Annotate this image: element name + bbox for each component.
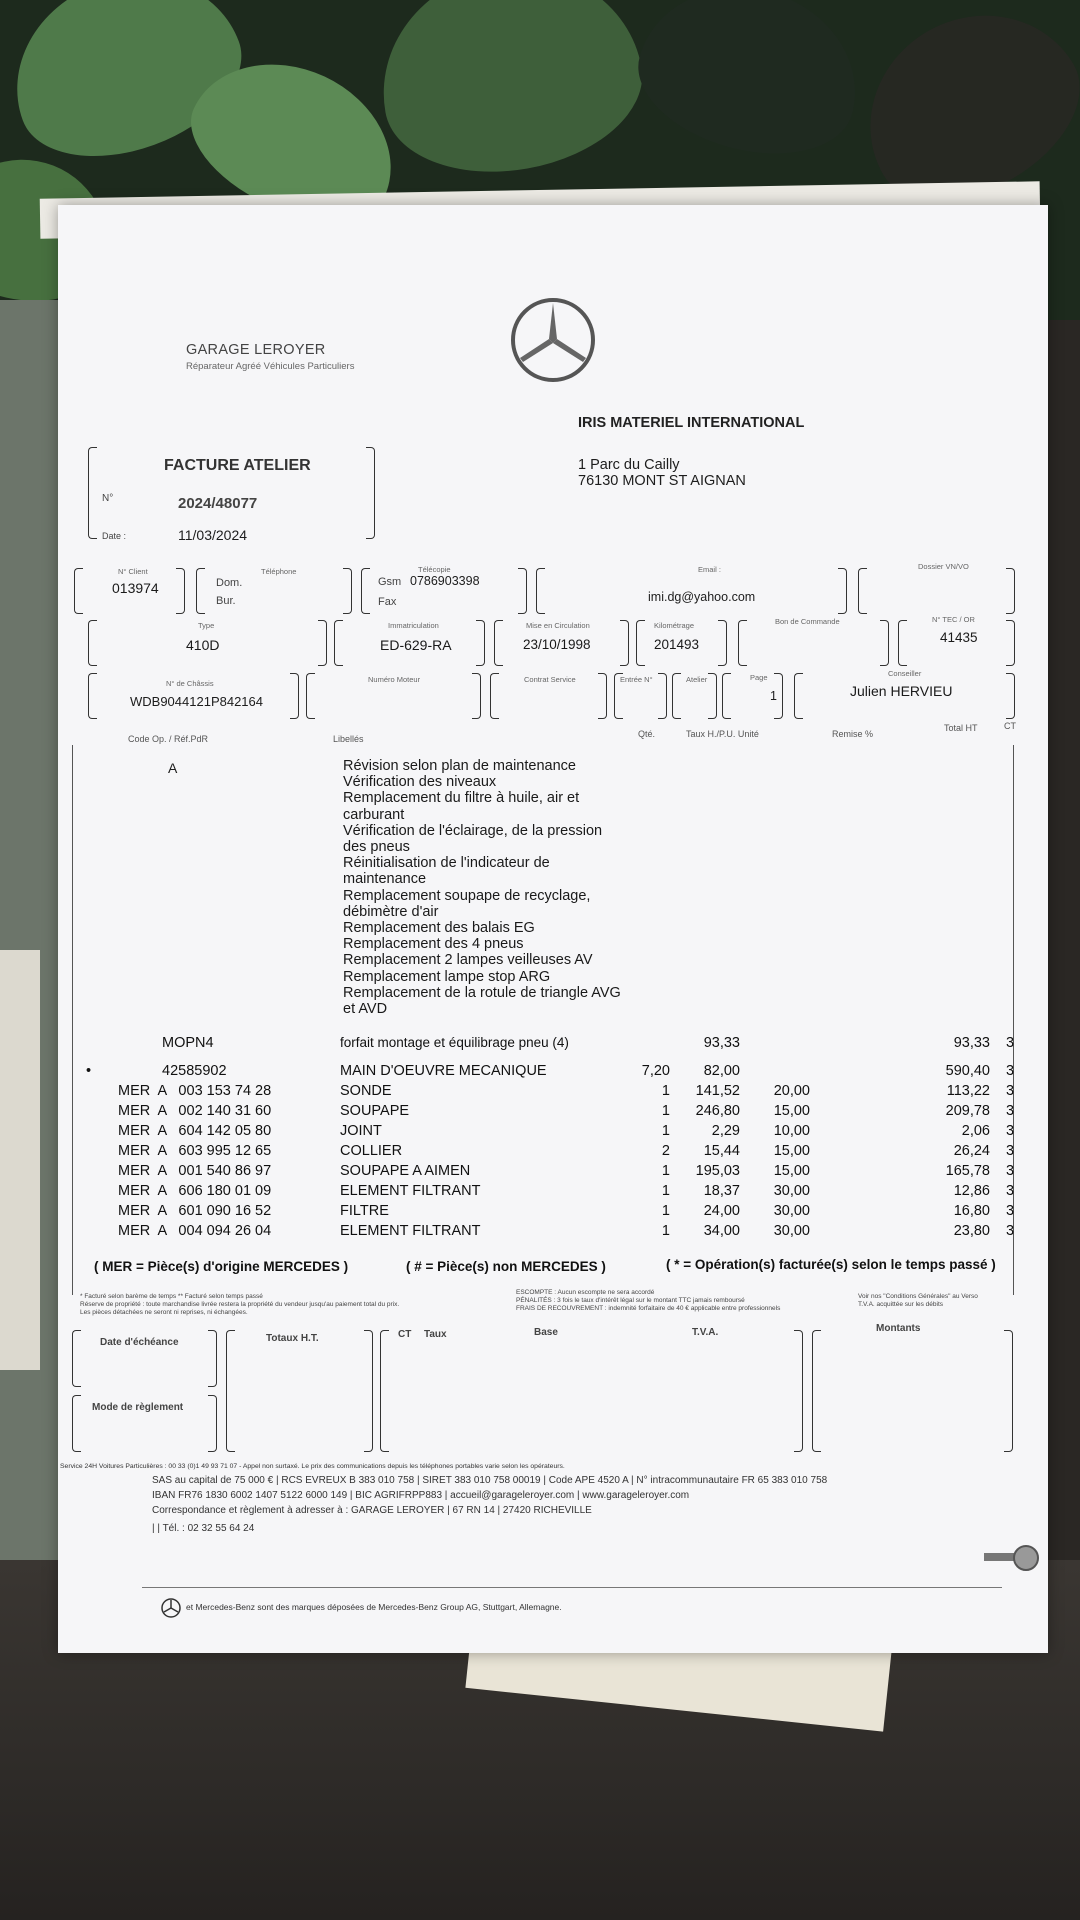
row-qty: 2 <box>661 1143 670 1159</box>
totals-base-label: Base <box>534 1327 558 1338</box>
chassis-label: N° de Châssis <box>166 679 214 688</box>
bracket <box>366 447 375 539</box>
table-row <box>58 1183 1048 1203</box>
bracket <box>306 673 315 719</box>
table-row <box>58 1223 1048 1243</box>
row-unit-price: 93,33 <box>703 1035 740 1051</box>
bon-commande-label: Bon de Commande <box>775 617 840 626</box>
bracket <box>598 673 607 719</box>
col-ct-header: CT <box>1004 721 1016 731</box>
invoice-title: FACTURE ATELIER <box>164 457 311 474</box>
totaux-ht-label: Totaux H.T. <box>266 1333 319 1344</box>
row-code: MER A 603 995 12 65 <box>118 1143 272 1159</box>
row-ct: 3 <box>1006 1103 1015 1119</box>
row-unit-price: 34,00 <box>703 1223 740 1239</box>
footer-address-line: Correspondance et règlement à adresser à : GARAGE LEROYER | 67 RN 14 | 27420 RICHEVILLE <box>152 1505 592 1516</box>
footer-company-line: SAS au capital de 75 000 € | RCS EVREUX B 383 010 758 | SIRET 383 010 758 00019 | Code APE 4520 A | N° intracommunautaire FR 65 383 010 758 <box>152 1475 828 1486</box>
client-name: IRIS MATERIEL INTERNATIONAL <box>578 415 805 431</box>
row-label: FILTRE <box>340 1203 389 1219</box>
bracket <box>1006 673 1015 719</box>
row-qty: 1 <box>661 1183 670 1199</box>
col-taux-header: Taux H./P.U. Unité <box>686 729 759 739</box>
row-qty: 1 <box>661 1103 670 1119</box>
type-value: 410D <box>186 637 220 653</box>
row-remise: 30,00 <box>773 1203 810 1219</box>
fine-print-middle <box>516 1289 780 1313</box>
invoice-date: 11/03/2024 <box>178 527 248 543</box>
row-code: MOPN4 <box>162 1035 214 1051</box>
bracket <box>476 620 485 666</box>
mercedes-star-small-icon <box>160 1597 182 1619</box>
row-code: MER A 004 094 26 04 <box>118 1223 272 1239</box>
bracket <box>794 1330 803 1452</box>
row-remise: 15,00 <box>773 1103 810 1119</box>
totals-ct-label: CT <box>398 1329 412 1340</box>
work-line: carburant <box>343 806 405 823</box>
row-unit-price: 246,80 <box>695 1103 740 1119</box>
entree-label: Entrée N° <box>620 675 653 684</box>
bracket <box>858 568 867 614</box>
row-remise: 20,00 <box>773 1083 810 1099</box>
footer-service-line: Service 24H Voitures Particulières : 00 33 (0)1 49 93 71 07 - Appel non surtaxé. Le prix des communications depuis les téléphones portables varie selon les opérateurs. <box>60 1463 565 1470</box>
row-qty: 1 <box>661 1223 670 1239</box>
row-ct: 3 <box>1006 1063 1015 1079</box>
bracket <box>838 568 847 614</box>
row-mark: • <box>86 1063 92 1079</box>
fine-print-left <box>80 1293 399 1317</box>
footer-phone-line: | | Tél. : 02 32 55 64 24 <box>152 1523 255 1534</box>
phone-dom-label: Dom. <box>216 577 243 589</box>
bracket <box>774 673 783 719</box>
work-line: Remplacement 2 lampes veilleuses AV <box>343 952 593 969</box>
row-label: forfait montage et équilibrage pneu (4) <box>340 1035 569 1050</box>
work-line: Vérification des niveaux <box>343 774 497 791</box>
row-total: 23,80 <box>953 1223 990 1239</box>
page-label: Page <box>750 673 768 682</box>
bracket <box>380 1330 389 1452</box>
row-unit-price: 195,03 <box>695 1163 740 1179</box>
totals-taux-label: Taux <box>424 1329 447 1340</box>
fine-print-line: FRAIS DE RECOUVREMENT : indemnité forfaitaire de 40 € applicable entre professionnels <box>516 1305 781 1312</box>
immat-label: Immatriculation <box>388 621 439 630</box>
work-description <box>343 758 633 1017</box>
row-qty: 1 <box>661 1123 670 1139</box>
bracket <box>738 620 747 666</box>
bracket <box>672 673 681 719</box>
fine-print-line: T.V.A. acquittée sur les débits <box>858 1301 944 1308</box>
km-label: Kilométrage <box>654 621 695 630</box>
bracket <box>361 568 370 614</box>
row-total: 93,33 <box>953 1035 990 1051</box>
phone-label: Téléphone <box>261 567 297 576</box>
row-code: MER A 001 540 86 97 <box>118 1163 272 1179</box>
row-code: MER A 003 153 74 28 <box>118 1083 272 1099</box>
row-ct: 3 <box>1006 1163 1015 1179</box>
fine-print-line: Réserve de propriété : toute marchandise livrée restera la propriété du vendeur jusqu'au paiement total du prix. <box>80 1301 400 1308</box>
bracket <box>290 673 299 719</box>
bracket <box>196 568 205 614</box>
fine-print-line: ESCOMPTE : Aucun escompte ne sera accordé <box>516 1289 655 1296</box>
col-total-header: Total HT <box>944 723 978 733</box>
legend-mer: ( MER = Pièce(s) d'origine MERCEDES ) <box>94 1259 349 1274</box>
table-row <box>58 1163 1048 1183</box>
bracket <box>880 620 889 666</box>
row-unit-price: 18,37 <box>703 1183 740 1199</box>
bracket <box>658 673 667 719</box>
montants-label: Montants <box>876 1323 921 1334</box>
row-label: SOUPAPE <box>340 1103 410 1119</box>
garage-name: GARAGE LEROYER <box>186 342 326 358</box>
type-label: Type <box>198 621 215 630</box>
mise-value: 23/10/1998 <box>523 637 591 652</box>
bracket <box>343 568 352 614</box>
row-remise: 15,00 <box>773 1163 810 1179</box>
atelier-label: Atelier <box>686 675 708 684</box>
totals-tva-label: T.V.A. <box>692 1327 719 1338</box>
moteur-label: Numéro Moteur <box>368 675 421 684</box>
row-ct: 3 <box>1006 1183 1015 1199</box>
bracket <box>364 1330 373 1452</box>
table-row <box>58 1035 1048 1055</box>
bracket <box>518 568 527 614</box>
row-code: MER A 002 140 31 60 <box>118 1103 272 1119</box>
work-line: Réinitialisation de l'indicateur de <box>343 855 550 872</box>
row-code: 42585902 <box>162 1063 227 1079</box>
row-remise: 30,00 <box>773 1183 810 1199</box>
work-code: A <box>168 760 178 776</box>
bracket <box>88 447 97 539</box>
bracket <box>708 673 717 719</box>
bracket <box>636 620 645 666</box>
phone-bur-label: Bur. <box>216 595 236 607</box>
row-ct: 3 <box>1006 1035 1015 1051</box>
row-remise: 15,00 <box>773 1143 810 1159</box>
bracket <box>722 673 731 719</box>
row-label: SOUPAPE A AIMEN <box>340 1163 471 1179</box>
client-address-line1: 1 Parc du Cailly <box>578 457 680 473</box>
page-number: 1 <box>770 689 777 703</box>
work-line: des pneus <box>343 839 410 856</box>
telecopie-label: Télécopie <box>418 565 451 574</box>
bracket <box>494 620 503 666</box>
contrat-label: Contrat Service <box>524 675 576 684</box>
table-row <box>58 1143 1048 1163</box>
bracket <box>88 673 97 719</box>
client-address-line2: 76130 MONT ST AIGNAN <box>578 473 746 489</box>
legend-non-mercedes: ( # = Pièce(s) non MERCEDES ) <box>406 1259 606 1274</box>
bracket <box>208 1330 217 1387</box>
invoice-paper <box>58 205 1048 1653</box>
row-remise: 10,00 <box>773 1123 810 1139</box>
email-label: Email : <box>698 565 721 574</box>
bracket <box>490 673 499 719</box>
conseiller-label: Conseiller <box>888 669 922 678</box>
bracket <box>334 620 343 666</box>
bracket <box>1006 620 1015 666</box>
client-no-label: N° Client <box>118 567 148 576</box>
fax-label: Fax <box>378 596 397 608</box>
table-row <box>58 1123 1048 1143</box>
work-line: Révision selon plan de maintenance <box>343 758 576 774</box>
reglement-label: Mode de règlement <box>92 1402 184 1413</box>
bracket <box>72 1395 81 1452</box>
row-label: JOINT <box>340 1123 382 1139</box>
bracket <box>718 620 727 666</box>
row-label: SONDE <box>340 1083 392 1099</box>
gsm-number: 0786903398 <box>410 574 480 588</box>
work-line: maintenance <box>343 871 427 888</box>
table-row <box>58 1083 1048 1103</box>
row-code: MER A 601 090 16 52 <box>118 1203 272 1219</box>
work-line: Remplacement des 4 pneus <box>343 936 524 953</box>
tec-value: 41435 <box>940 630 978 645</box>
row-label: ELEMENT FILTRANT <box>340 1183 481 1199</box>
work-line: Remplacement du filtre à huile, air et <box>343 790 580 807</box>
gsm-label: Gsm <box>378 576 402 588</box>
row-label: ELEMENT FILTRANT <box>340 1223 481 1239</box>
invoice-number-label: N° <box>102 493 114 504</box>
bracket <box>226 1330 235 1452</box>
work-line: Remplacement lampe stop ARG <box>343 968 551 985</box>
bracket <box>536 568 545 614</box>
row-label: MAIN D'OEUVRE MECANIQUE <box>340 1063 547 1079</box>
row-qty: 1 <box>661 1163 670 1179</box>
bracket <box>208 1395 217 1452</box>
work-line: Remplacement des balais EG <box>343 920 535 937</box>
quality-seal-icon <box>982 1543 1042 1573</box>
client-no: 013974 <box>112 580 159 596</box>
work-line: débimètre d'air <box>343 903 439 920</box>
col-qte-header: Qté. <box>638 729 656 739</box>
bracket <box>472 673 481 719</box>
fine-print-right <box>858 1293 978 1309</box>
footer-bank-line: IBAN FR76 1830 6002 1407 5122 6000 149 | BIC AGRIFRPP883 | accueil@garageleroyer.com | www.garageleroyer.com <box>152 1490 690 1501</box>
row-total: 209,78 <box>945 1103 990 1119</box>
bracket <box>898 620 907 666</box>
row-qty: 7,20 <box>641 1063 670 1079</box>
bracket <box>88 620 97 666</box>
row-ct: 3 <box>1006 1203 1015 1219</box>
row-ct: 3 <box>1006 1123 1015 1139</box>
row-qty: 1 <box>661 1083 670 1099</box>
bracket <box>1004 1330 1013 1452</box>
mercedes-star-logo-icon <box>508 295 598 385</box>
table-row <box>58 1203 1048 1223</box>
row-total: 165,78 <box>945 1163 990 1179</box>
table-row <box>58 1103 1048 1123</box>
table-row <box>58 1063 1048 1083</box>
row-total: 113,22 <box>946 1083 990 1099</box>
bracket <box>812 1330 821 1452</box>
col-remise-header: Remise % <box>832 729 874 739</box>
row-code: MER A 606 180 01 09 <box>118 1183 272 1199</box>
bracket <box>176 568 185 614</box>
row-total: 12,86 <box>953 1183 990 1199</box>
row-total: 16,80 <box>953 1203 990 1219</box>
bracket <box>620 620 629 666</box>
bracket <box>1006 568 1015 614</box>
invoice-number: 2024/48077 <box>178 495 258 512</box>
fine-print-line: Voir nos "Conditions Générales" au Verso <box>858 1293 978 1300</box>
row-total: 2,06 <box>961 1123 990 1139</box>
immat-value: ED-629-RA <box>380 637 452 653</box>
row-total: 26,24 <box>953 1143 990 1159</box>
row-ct: 3 <box>1006 1143 1015 1159</box>
fine-print-line: Les pièces détachées ne seront ni reprises, ni échangées. <box>80 1309 248 1316</box>
dossier-label: Dossier VN/VO <box>918 562 969 571</box>
row-code: MER A 604 142 05 80 <box>118 1123 272 1139</box>
echeance-label: Date d'échéance <box>100 1337 179 1348</box>
row-ct: 3 <box>1006 1083 1015 1099</box>
row-unit-price: 82,00 <box>703 1063 740 1079</box>
legend-temps-passe: ( * = Opération(s) facturée(s) selon le temps passé ) <box>666 1257 996 1272</box>
bracket <box>72 1330 81 1387</box>
row-unit-price: 141,52 <box>695 1083 740 1099</box>
bracket <box>318 620 327 666</box>
fine-print-line: PÉNALITÉS : 3 fois le taux d'intérêt légal sur le montant TTC jamais remboursé <box>516 1297 745 1304</box>
row-total: 590,40 <box>945 1063 990 1079</box>
garage-subtitle: Réparateur Agréé Véhicules Particuliers <box>186 361 355 372</box>
row-unit-price: 15,44 <box>703 1143 740 1159</box>
row-label: COLLIER <box>340 1143 403 1159</box>
km-value: 201493 <box>654 637 700 652</box>
row-qty: 1 <box>661 1203 670 1219</box>
bracket <box>794 673 803 719</box>
work-line: Vérification de l'éclairage, de la pression <box>343 822 603 839</box>
bracket <box>74 568 83 614</box>
fine-print-line: * Facturé selon barème de temps ** Facturé selon temps passé <box>80 1293 263 1300</box>
footer-divider <box>142 1587 1002 1588</box>
col-libelles-header: Libellés <box>333 734 364 744</box>
row-unit-price: 24,00 <box>703 1203 740 1219</box>
conseiller-name: Julien HERVIEU <box>850 683 953 699</box>
card-under-paper <box>0 950 40 1370</box>
col-code-header: Code Op. / Réf.PdR <box>128 734 209 744</box>
chassis-value: WDB9044121P842164 <box>130 694 263 709</box>
invoice-date-label: Date : <box>102 531 127 541</box>
row-unit-price: 2,29 <box>711 1123 740 1139</box>
tec-label: N° TEC / OR <box>932 615 975 624</box>
row-ct: 3 <box>1006 1223 1015 1239</box>
work-line: et AVD <box>343 1001 388 1018</box>
row-remise: 30,00 <box>773 1223 810 1239</box>
email-value: imi.dg@yahoo.com <box>648 590 756 604</box>
mise-label: Mise en Circulation <box>526 621 590 630</box>
work-line: Remplacement soupape de recyclage, <box>343 887 591 904</box>
work-line: Remplacement de la rotule de triangle AVG <box>343 984 621 1001</box>
footer-trademark: et Mercedes-Benz sont des marques déposées de Mercedes-Benz Group AG, Stuttgart, Allemagne. <box>186 1602 562 1612</box>
